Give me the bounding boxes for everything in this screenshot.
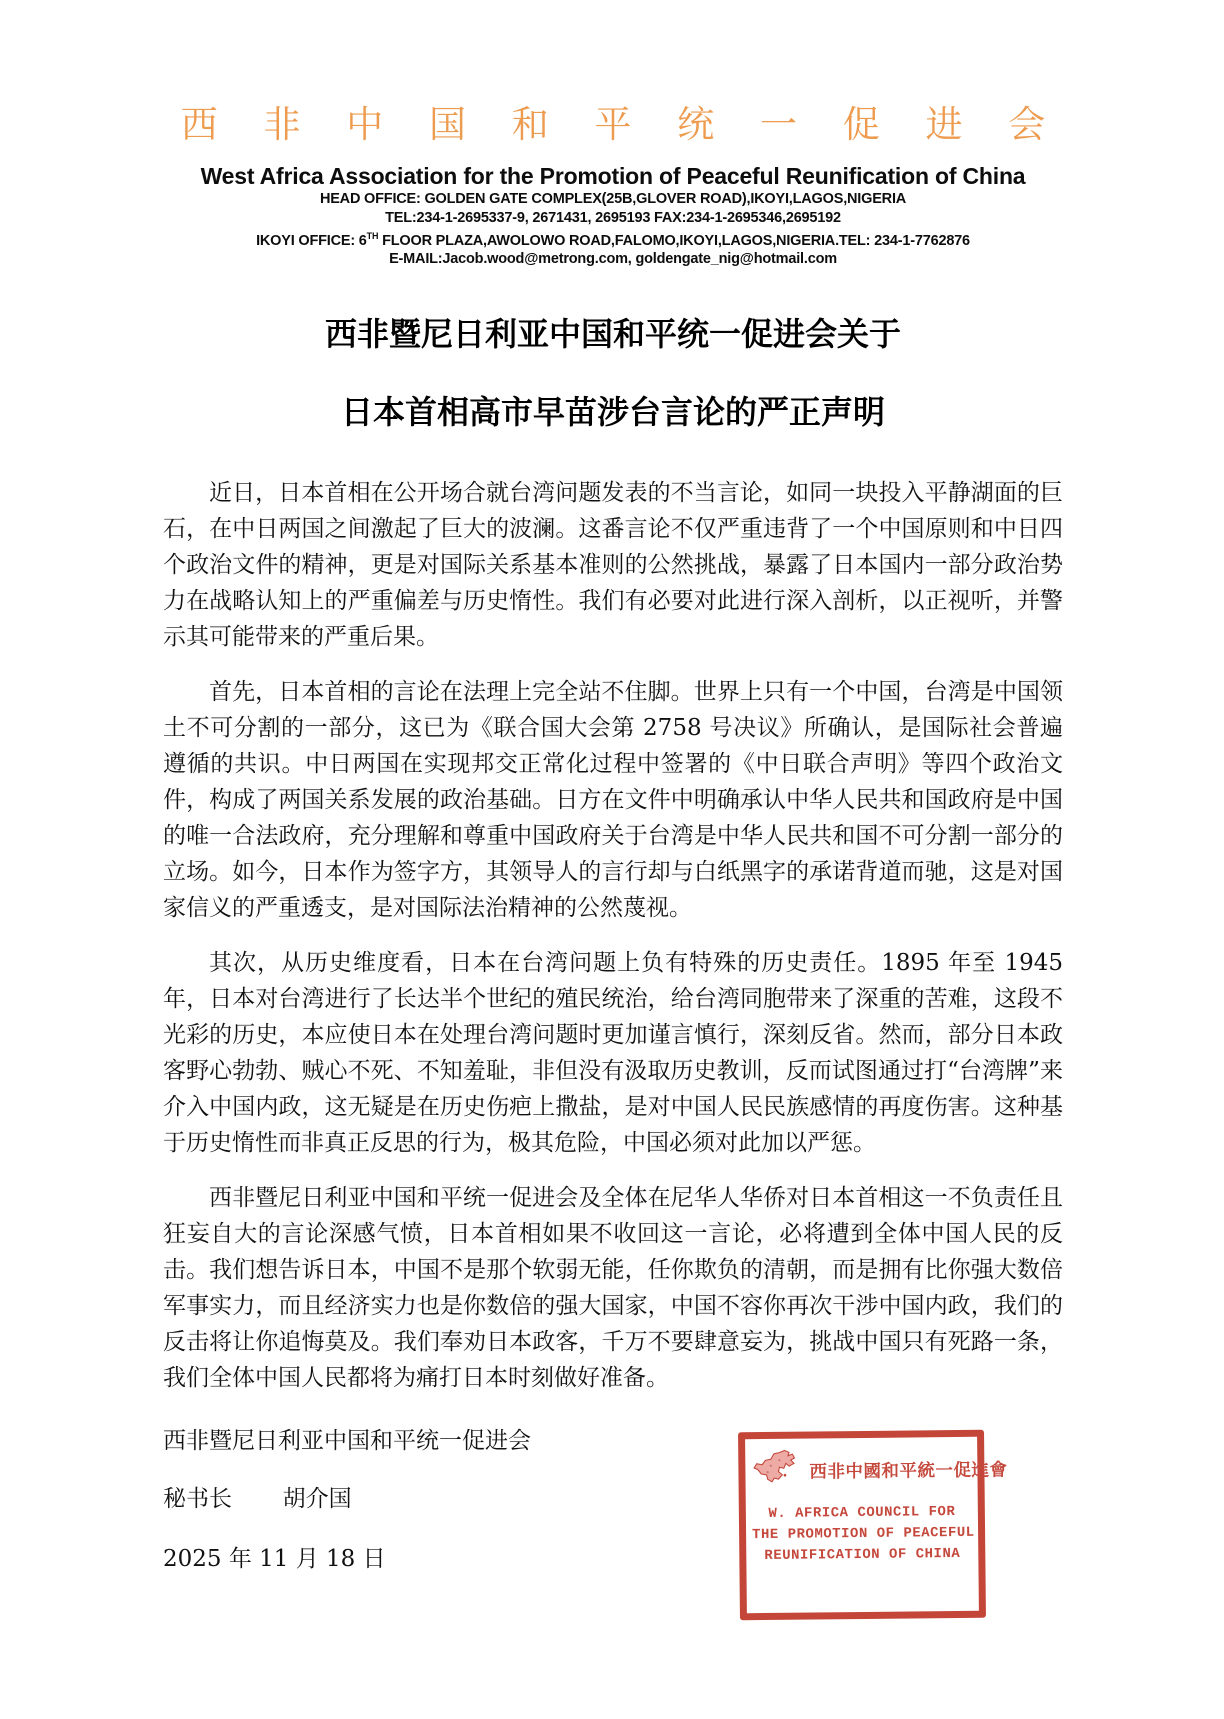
- document-title-line2: 日本首相高市早苗涉台言论的严正声明: [340, 392, 885, 431]
- document-title-line1: 西非暨尼日利亚中国和平统一促进会关于: [324, 314, 901, 353]
- signature-date: 2025 年 11 月 18 日: [163, 1545, 386, 1572]
- stamp-english-text: [752, 1502, 973, 1567]
- paragraph-4: 西非暨尼日利亚中国和平统一促进会及全体在尼华人华侨对日本首相这一不负责任且狂妄自大的言论深感气愤，日本首相如果不收回这一言论，必将遭到全体中国人民的反击。我们想告诉日本，中国不是那个软弱无能，任你欺负的清朝，而是拥有比你强大数倍军事实力，而且经济实力也是你数倍的强大国家，中国不容你再次干涉中国内政，我们的反击将让你追悔莫及。我们奉劝日本政客，千万不要肆意妄为，挑战中国只有死路一条，我们全体中国人民都将为痛打日本时刻做好准备。: [163, 1184, 1063, 1391]
- org-name-english: West Africa Association for the Promotion of Peaceful Reunification of China: [200, 163, 1026, 189]
- paragraph-3: 其次，从历史维度看，日本在台湾问题上负有特殊的历史责任。1895 年至 1945 年，日本对台湾进行了长达半个世纪的殖民统治，给台湾同胞带来了深重的苦难，这段不光彩的历史，本应使日本在处理台湾问题时更加谨言慎行，深刻反省。然而，部分日本政客野心勃勃、贼心不死、不知羞耻，非但没有汲取历史教训，反而试图通过打“台湾牌”来介入中国内政，这无疑是在历史伤疤上撒盐，是对中国人民民族感情的再度伤害。这种基于历史惰性而非真正反思的行为，极其危险，中国必须对此加以严惩。: [163, 949, 1063, 1156]
- ikoyi-address-rest: FLOOR PLAZA,AWOLOWO ROAD,FALOMO,IKOYI,LAGOS,NIGERIA.TEL: 234-1-7762876: [378, 232, 970, 249]
- official-red-stamp: [738, 1430, 1008, 1621]
- signature-organization: 西非暨尼日利亚中国和平统一促进会: [163, 1427, 531, 1454]
- stamp-english-line1: W. AFRICA COUNCIL FOR: [768, 1504, 956, 1522]
- ikoyi-address-prefix: IKOYI OFFICE: 6: [256, 232, 367, 249]
- letterhead: [163, 94, 1063, 269]
- head-office-address: HEAD OFFICE: GOLDEN GATE COMPLEX(25B,GLOVER ROAD),IKOYI,LAGOS,NIGERIA: [319, 191, 907, 207]
- tel-fax-line: TEL:234-1-2695337-9, 2671431, 2695193 FAX:234-1-2695346,2695192: [385, 209, 841, 226]
- signer-name: 胡介国: [282, 1485, 352, 1512]
- email-line: E-MAIL:Jacob.wood@metrong.com, goldengate_nig@hotmail.com: [389, 251, 837, 268]
- stamp-english-line3: REUNIFICATION OF CHINA: [764, 1545, 961, 1565]
- document-title: [163, 309, 1063, 433]
- paragraph-1: 近日，日本首相在公开场合就台湾问题发表的不当言论，如同一块投入平静湖面的巨石，在中日两国之间激起了巨大的波澜。这番言论不仅严重违背了一个中国原则和中日四个政治文件的精神，更是对国际关系基本准则的公然挑战，暴露了日本国内一部分政治势力在战略认知上的严重偏差与历史惰性。我们有必要对此进行深入剖析，以正视听，并警示其可能带来的严重后果。: [163, 479, 1063, 650]
- stamp-top-row: [751, 1445, 1008, 1495]
- org-name-chinese: 西 非 中 国 和 平 统 一 促 进 会: [180, 103, 1063, 146]
- stamp-chinese-text: 西非中國和平統一促進會: [809, 1459, 1008, 1483]
- statement-body: [163, 475, 1063, 1396]
- stamp-english-line2: THE PROMOTION OF PEACEFUL: [752, 1524, 975, 1544]
- signer-role: 秘书长: [163, 1485, 232, 1512]
- ordinal-superscript: TH: [366, 231, 379, 241]
- china-map-icon: [751, 1447, 805, 1496]
- paragraph-2: 首先，日本首相的言论在法理上完全站不住脚。世界上只有一个中国，台湾是中国领土不可分割的一部分，这已为《联合国大会第 2758 号决议》所确认，是国际社会普遍遵循的共识。中日两国在实现邦交正常化过程中签署的《中日联合声明》等四个政治文件，构成了两国关系发展的政治基础。日方在文件中明确承认中华人民共和国政府是中国的唯一合法政府，充分理解和尊重中国政府关于台湾是中华人民共和国不可分割一部分的立场。如今，日本作为签字方，其领导人的言行却与白纸黑字的承诺背道而驰，这是对国家信义的严重透支，是对国际法治精神的公然蔑视。: [163, 678, 1063, 921]
- ikoyi-office-address: [163, 227, 1063, 250]
